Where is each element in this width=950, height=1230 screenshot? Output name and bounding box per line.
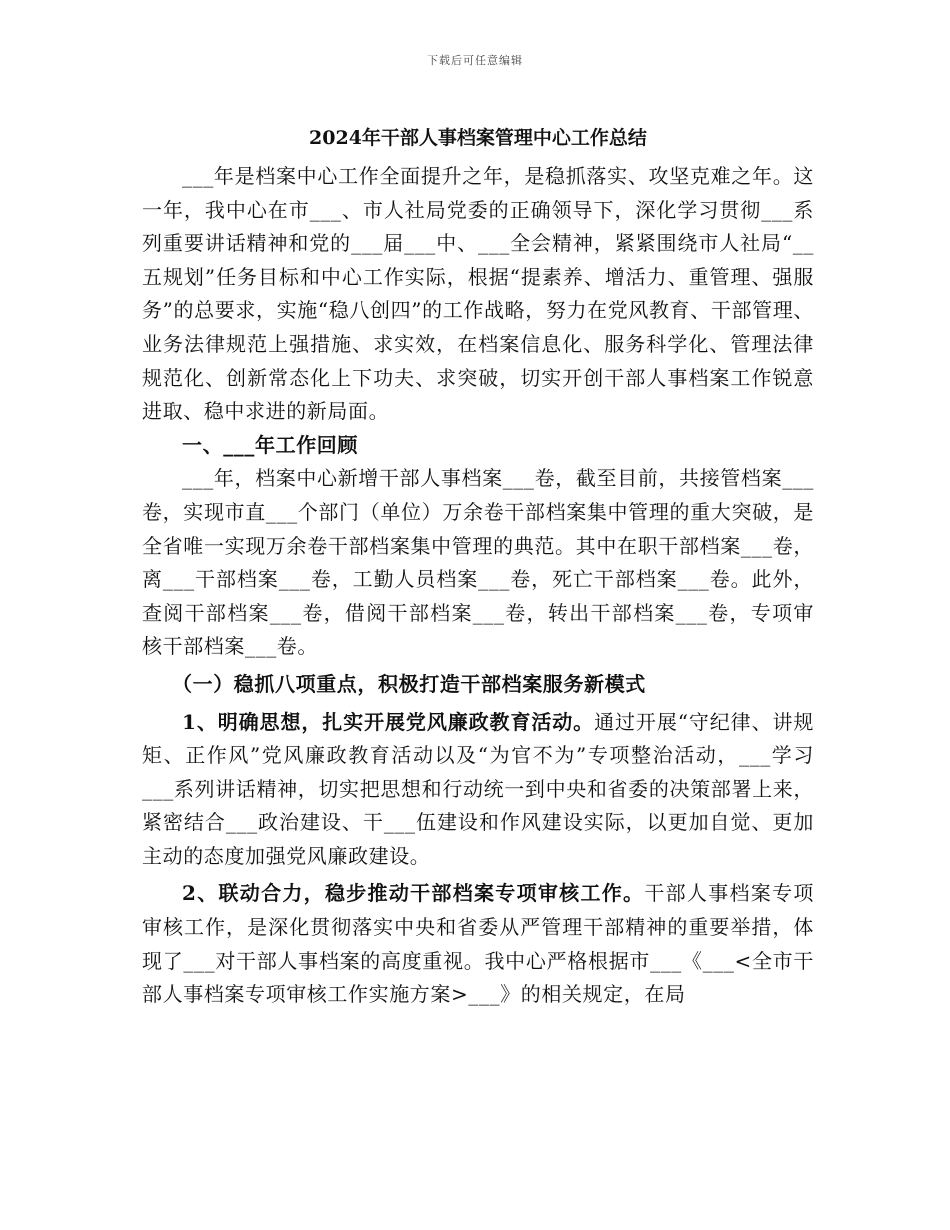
document-body: [142, 118, 814, 1012]
section-paragraph: ___年，档案中心新增干部人事档案___卷，截至目前，共接管档案___卷，实现市直___个部门（单位）万余卷干部档案集中管理的重大突破，是全省唯一实现万余卷干部档案集中管理的典范。其中在职干部档案___卷，离___干部档案___卷，工勤人员档案___卷，死亡干部档案___卷。此外，查阅干部档案___卷，借阅干部档案___卷，转出干部档案___卷，专项审核干部档案___卷。: [142, 466, 814, 659]
section-heading: 一、___年工作回顾: [182, 432, 358, 457]
item-body-2: 干部人事档案专项审核工作，是深化贯彻落实中央和省委从严管理干部精神的重要举措，体现了___对干部人事档案的高度重视。我中心严格根据市___《___<全市干部人事档案专项审核工作实施方案>___》的相关规定，在局: [142, 881, 814, 1007]
item-paragraph-1: [142, 706, 814, 874]
subsection-heading: （一）稳抓八项重点，积极打造干部档案服务新模式: [172, 671, 646, 696]
document-title: 2024年干部人事档案管理中心工作总结: [309, 127, 647, 149]
intro-paragraph: ___年是档案中心工作全面提升之年，是稳抓落实、攻坚克难之年。这一年，我中心在市___、市人社局党委的正确领导下，深化学习贯彻___系列重要讲话精神和党的___届___中、___全会精神，紧紧围绕市人社局“__五规划”任务目标和中心工作实际，根据“提素养、增活力、重管理、强服务”的总要求，实施“稳八创四”的工作战略，努力在党风教育、干部管理、业务法律规范上强措施、求实效，在档案信息化、服务科学化、管理法律规范化、创新常态化上下功夫、求突破，切实开创干部人事档案工作锐意进取、稳中求进的新局面。: [142, 164, 814, 424]
item-lead-1: 1、明确思想，扎实开展党风廉政教育活动。: [182, 709, 595, 734]
item-paragraph-2: [142, 877, 814, 1011]
item-body-1: 通过开展“守纪律、讲规矩、正作风”党风廉政教育活动以及“为官不为”专项整治活动，___学习___系列讲话精神，切实把思想和行动统一到中央和省委的决策部署上来，紧密结合___政治建设、干___伍建设和作风建设实际，以更加自觉、更加主动的态度加强党风廉政建设。: [142, 709, 815, 868]
page-header-note: 下载后可任意编辑: [427, 54, 523, 67]
item-lead-2: 2、联动合力，稳步推动干部档案专项审核工作。: [182, 881, 645, 906]
